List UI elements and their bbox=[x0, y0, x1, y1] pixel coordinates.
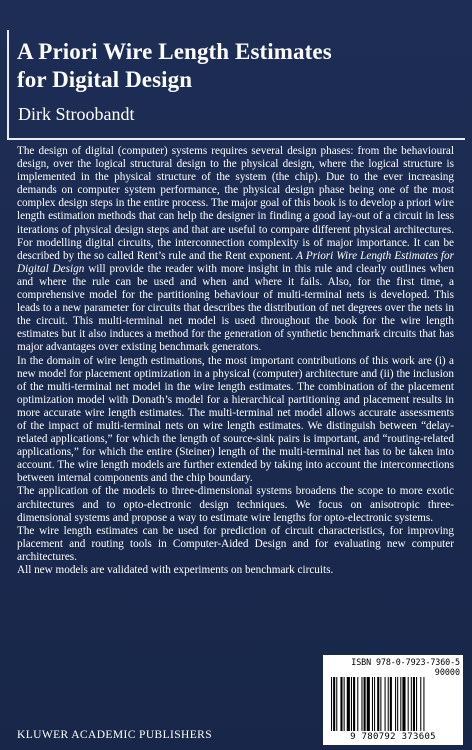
barcode-stripe bbox=[413, 677, 415, 731]
barcode-stripe bbox=[353, 677, 355, 731]
blurb-paragraph-1 bbox=[17, 145, 454, 355]
isbn-text: ISBN 978-0-7923-7360-5 bbox=[351, 657, 460, 667]
blurb-paragraph-5: All new models are validated with experiments on benchmark circuits. bbox=[17, 564, 334, 576]
barcode-stripe bbox=[388, 677, 389, 731]
barcode-stripe bbox=[411, 677, 412, 731]
barcode-stripe bbox=[385, 677, 386, 731]
book-title bbox=[17, 38, 457, 94]
barcode-stripe bbox=[347, 677, 350, 731]
barcode-stripe bbox=[331, 677, 332, 731]
barcode-panel bbox=[323, 655, 463, 745]
blurb-p1-start: The design of digital (computer) systems requires several design phases: from the behavioural design, over the logical structural design to the physical design, where the logical structure is implemented in the physical structure of the system (the chip). Due to the ever increasing demands on computer system performance, the physical design phase being one of the most complex design steps in the entire process. The major goal of this book is to develop a priori wire length estimation methods that can help the designer in finding a good lay-out of a circuit in less iterations of physical design steps and that are useful to compare different physical architectures. For modelling digital circuits, the interconnection complexity is of major importance. It can be described by the so called Rent’s rule and the Rent exponent. bbox=[17, 145, 454, 262]
barcode-stripe bbox=[377, 677, 379, 731]
title-line-1: A Priori Wire Length Estimates bbox=[17, 39, 332, 64]
barcode-stripe bbox=[372, 677, 373, 731]
horizontal-rule bbox=[7, 138, 465, 140]
barcode-stripe bbox=[364, 677, 366, 731]
barcode-stripe bbox=[408, 677, 409, 731]
barcode-stripe bbox=[400, 677, 401, 731]
barcode-number: 9 780792 373605 bbox=[350, 732, 436, 742]
barcode-stripe bbox=[357, 677, 358, 731]
barcode-stripe bbox=[395, 677, 396, 731]
barcode-stripe bbox=[367, 677, 370, 731]
barcode-stripe bbox=[380, 677, 381, 731]
barcode-stripe bbox=[351, 677, 352, 731]
blurb bbox=[17, 145, 454, 577]
title-line-2: for Digital Design bbox=[17, 67, 193, 92]
barcode-stripe bbox=[336, 677, 337, 731]
vertical-rule bbox=[7, 30, 9, 140]
blurb-paragraph-2: In the domain of wire length estimations, the most important contributions of this work are (i) a new model for placement optimization in a physical (computer) architecture and (ii) the inclusion of the multi-terminal net model in the wire length estimates. The combination of the placement optimization model with Donath’s model for a hierarchical partitioning and placement results in more accurate wire length estimates. The multi-terminal net model allows accurate assessments of the impact of multi-terminal nets on wire length estimates. We distinguish between “delay-related applications,” for which the length of source-sink pairs is important, and “routing-related applications,” for which the entire (Steiner) length of the multi-terminal net has to be taken into account. The wire length models are further extended by taking into account the interconnections between internal components and the chip boundary. bbox=[17, 354, 454, 485]
barcode-stripe bbox=[402, 677, 405, 731]
publisher-name: KLUWER ACADEMIC PUBLISHERS bbox=[17, 729, 213, 741]
barcode-bars bbox=[331, 677, 457, 731]
barcode-stripe bbox=[423, 677, 424, 731]
barcode-stripe bbox=[416, 677, 417, 731]
blurb-book-title-italic: A Priori Wire Length Estimates for Digital Design bbox=[17, 249, 454, 275]
price-code: 90000 bbox=[434, 667, 460, 677]
barcode-stripe bbox=[361, 677, 362, 731]
author-name: Dirk Stroobandt bbox=[18, 104, 135, 124]
barcode-stripe bbox=[374, 677, 375, 731]
barcode-stripe bbox=[397, 677, 398, 731]
barcode-stripe bbox=[390, 677, 392, 731]
barcode-stripe bbox=[340, 677, 342, 731]
blurb-paragraph-3: The application of the models to three-dimensional systems broadens the scope to more exotic architectures and to opto-electronic design techniques. We focus on anisotropic three-dimensional systems and propose a way to estimate wire lengths for opto-electronic systems. bbox=[17, 485, 454, 524]
barcode-stripe bbox=[333, 677, 335, 731]
blurb-p1-end: will provide the reader with more insight in this rule and clearly outlines when and where the rule can be used and when and where it fails. Also, for the first time, a comprehensive model for the partitioning behaviour of multi-terminal nets is developed. This leads to a new parameter for circuits that describes the distribution of net degrees over the nets in the circuit. This multi-terminal net model is used throughout the book for the wire length estimates but it also induces a method for the generation of synthetic benchmark circuits that has major advantages over existing benchmark generators. bbox=[17, 262, 454, 354]
blurb-paragraph-4: The wire length estimates can be used for prediction of circuit characteristics, for improving placement and routing tools in Computer-Aided Design and for evaluating new computer architectures. bbox=[17, 524, 454, 563]
barcode-stripe bbox=[420, 677, 421, 731]
barcode-stripe bbox=[344, 677, 345, 731]
